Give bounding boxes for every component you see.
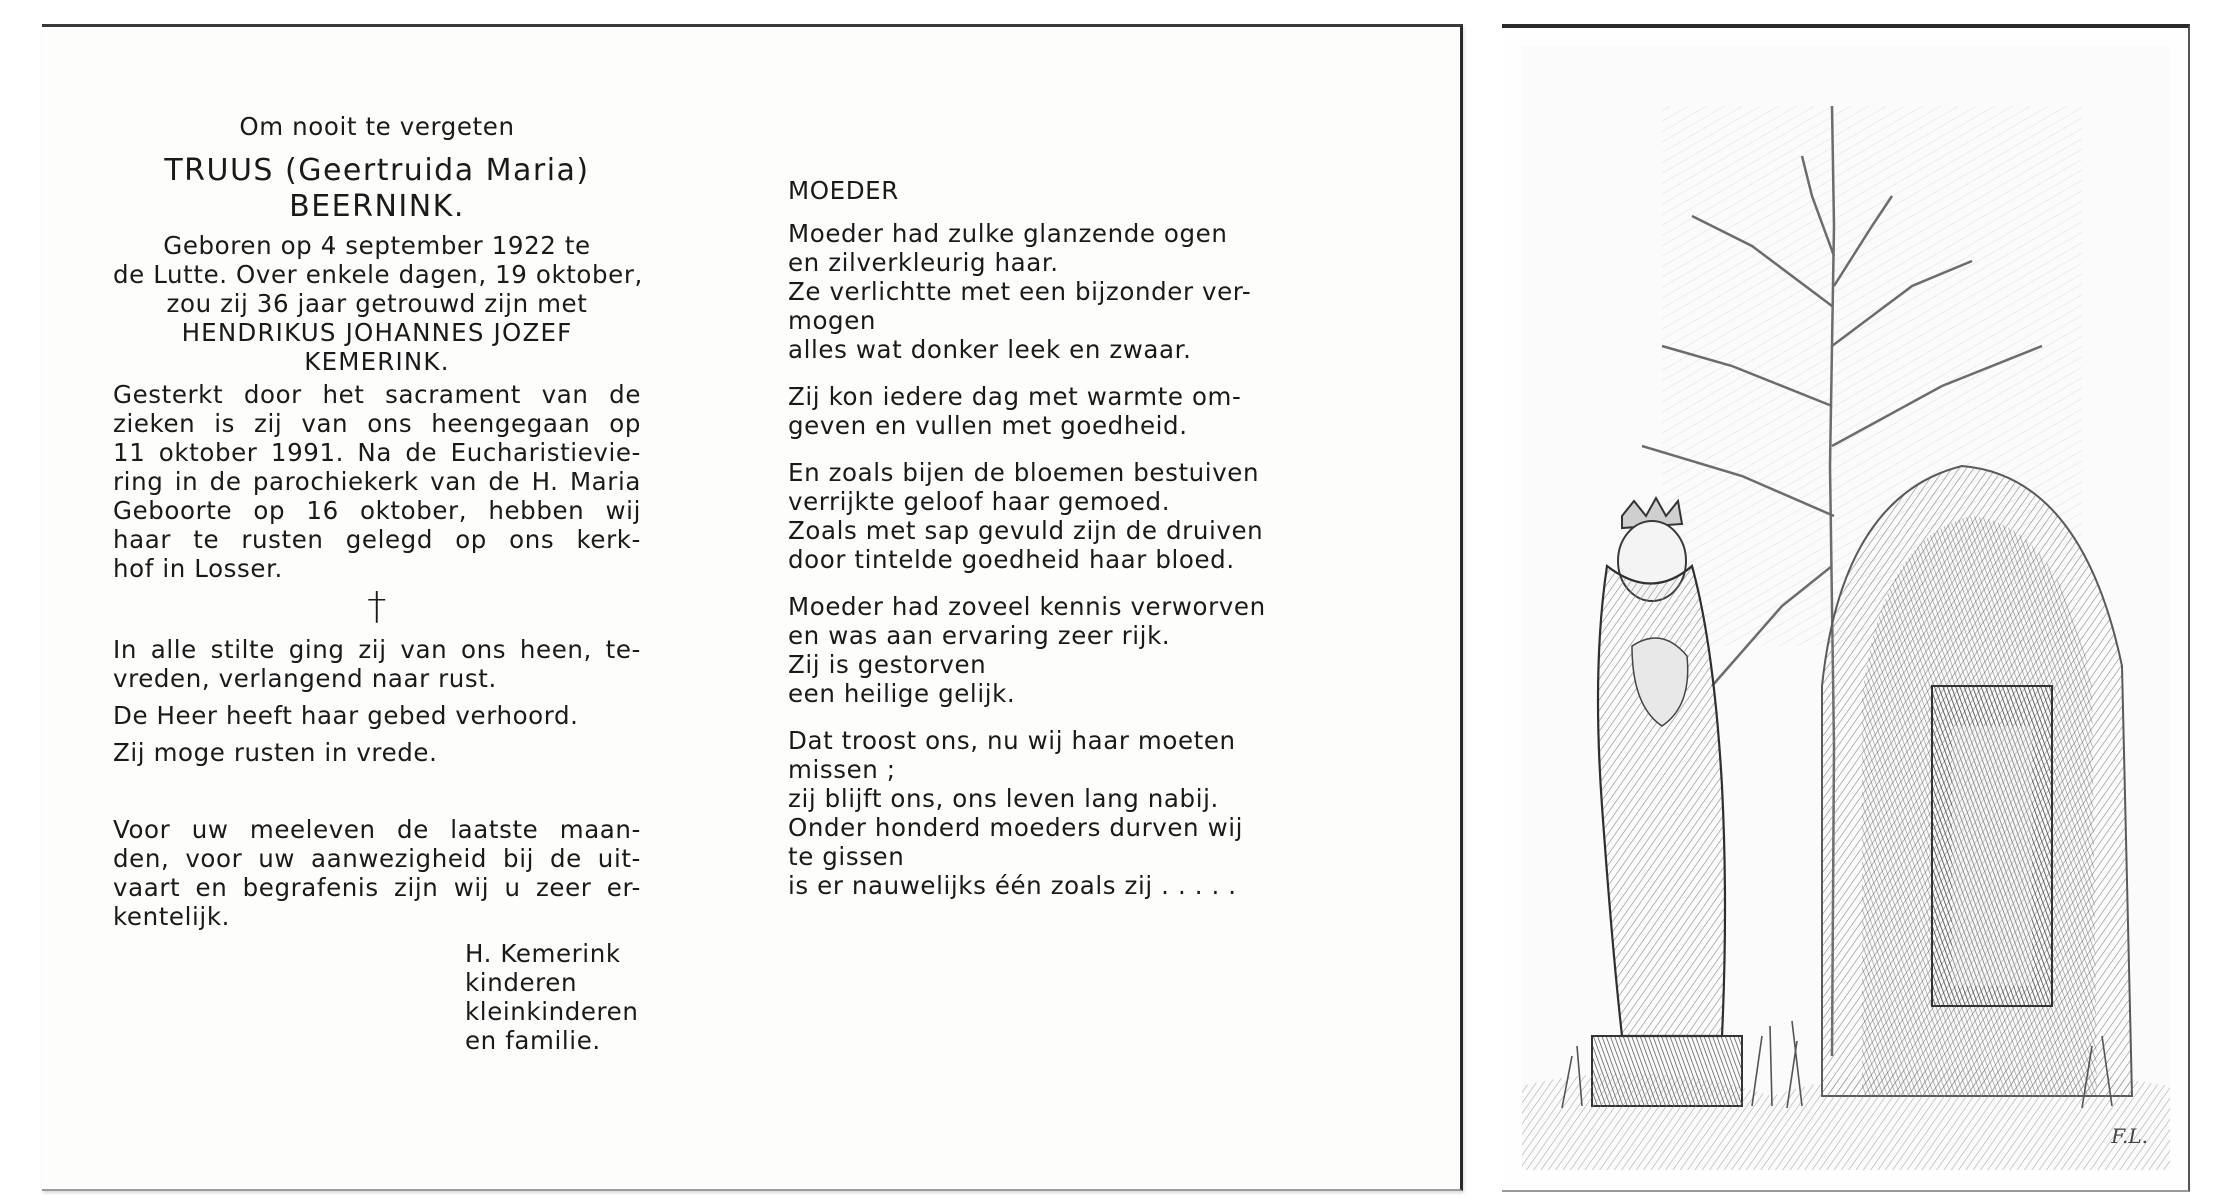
ground — [1522, 1068, 2170, 1170]
husband-name: HENDRIKUS JOHANNES JOZEF — [181, 318, 573, 347]
heer-text: De Heer heeft haar gebed verhoord. — [113, 701, 579, 730]
poem-title: MOEDER — [788, 176, 899, 205]
obituary-text — [113, 112, 641, 1055]
statue-robe — [1598, 566, 1725, 1036]
birth-text: Geboren op 4 september 1922 te de Lutte. Over enkele dagen, 19 oktober, zou zij 36 jaar getrouwd zijn met — [113, 231, 643, 318]
poem-stanza-2: Zij kon iedere dag met warmte om- geven en vullen met goedheid. — [788, 382, 1242, 440]
poem-stanza-4: Moeder had zoveel kennis verworven en was aan ervaring zeer rijk. Zij is gestorven een heilige gelijk. — [788, 592, 1266, 708]
poem-stanza-1: Moeder had zulke glanzende ogen en zilverkleurig haar. Ze verlichtte met een bijzonder ver- mogen alles wat donker leek en zwaar. — [788, 219, 1252, 364]
husband-surname: KEMERINK. — [304, 347, 450, 376]
deceased-surname: BEERNINK. — [289, 189, 465, 224]
signature: H. Kemerink kinderen kleinkinderen en familie. — [465, 939, 639, 1055]
cross-symbol: † — [367, 584, 387, 628]
death-text: Gesterkt door het sacrament van de zieken is zij van ons heengegaan op 11 oktober 1991. Na de Eucharistievie- ring in de parochiekerk van de H. Maria Geboorte op 16 oktober, hebben wij haar te rusten gelegd op ons kerk- hof in Losser. — [113, 380, 641, 583]
header-text: Om nooit te vergeten — [239, 112, 515, 141]
drawing-svg — [1522, 46, 2170, 1170]
poem — [788, 176, 1366, 900]
stilte-text: In alle stilte ging zij van ons heen, te- vreden, verlangend naar rust. — [113, 635, 641, 693]
deceased-name: TRUUS (Geertruida Maria) — [164, 153, 590, 188]
poem-stanza-5: Dat troost ons, nu wij haar moeten missen ; zij blijft ons, ons leven lang nabij. Onder honderd moeders durven wij te gissen is er nauwelijks één zoals zij . . . . . — [788, 726, 1244, 900]
poem-stanza-3: En zoals bijen de bloemen bestuiven verrijkte geloof haar gemoed. Zoals met sap gevuld zijn de druiven door tintelde goedheid haar bloed. — [788, 458, 1264, 574]
artist-initials: F.L. — [2111, 1124, 2148, 1148]
rusten-text: Zij moge rusten in vrede. — [113, 738, 438, 767]
thanks-text: Voor uw meeleven de laatste maan- den, voor uw aanwezigheid bij de uit- vaart en begrafenis zijn wij u zeer er- kentelijk. — [113, 815, 641, 931]
pencil-drawing-madonna-chapel — [1522, 46, 2170, 1170]
